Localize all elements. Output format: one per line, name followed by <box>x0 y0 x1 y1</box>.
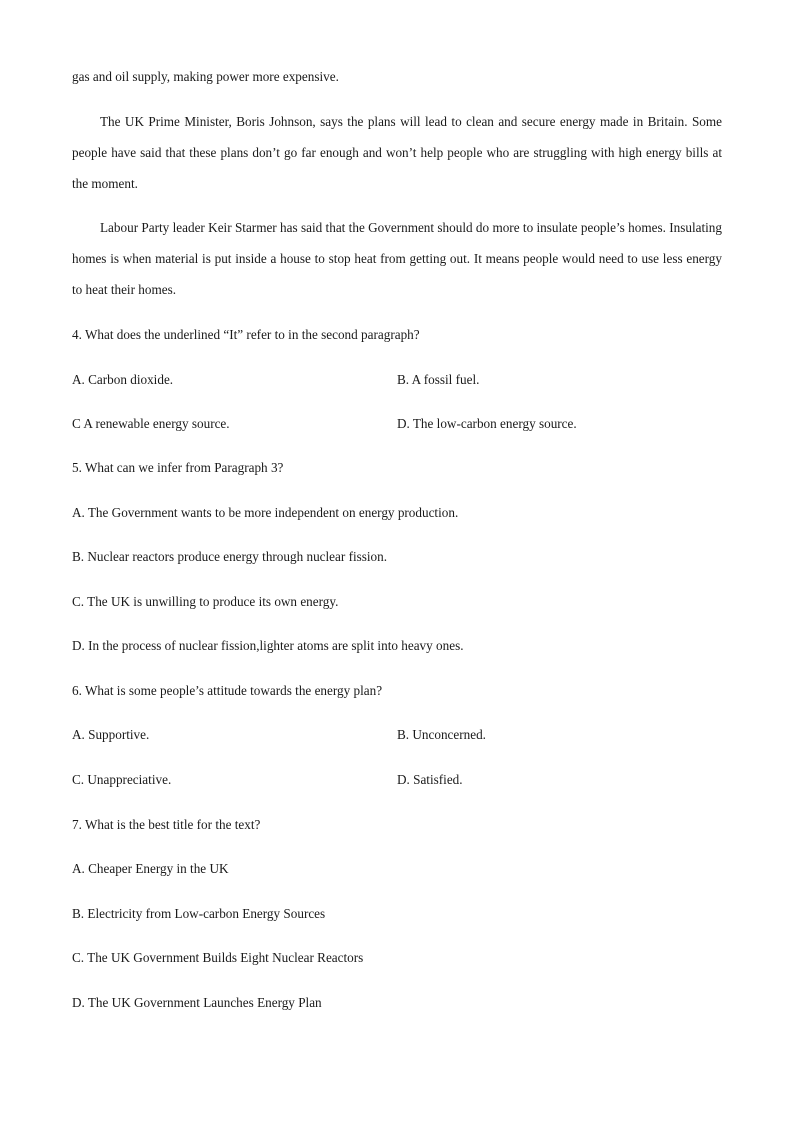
question-7-option-a: A. Cheaper Energy in the UK <box>72 861 229 876</box>
question-6-stem: 6. What is some people’s attitude towards the energy plan? <box>72 683 383 698</box>
passage-paragraph-2: The UK Prime Minister, Boris Johnson, says the plans will lead to clean and secure energy made in Britain. Some people have said that these plans don’t go far enough and won’t help people who are struggling with high energy bills at the moment. <box>72 114 722 191</box>
question-6-option-c: C. Unappreciative. <box>72 772 172 787</box>
question-7-stem: 7. What is the best title for the text? <box>72 817 261 832</box>
passage-paragraph-3: Labour Party leader Keir Starmer has said that the Government should do more to insulate people’s homes. Insulating homes is when material is put inside a house to stop heat from getting out. It means people would need to use less energy to heat their homes. <box>72 220 722 297</box>
passage-paragraph-1: gas and oil supply, making power more expensive. <box>72 69 339 84</box>
question-6-option-d: D. Satisfied. <box>397 772 463 787</box>
question-6-option-b: B. Unconcerned. <box>397 727 486 742</box>
question-7-option-c: C. The UK Government Builds Eight Nuclear Reactors <box>72 950 364 965</box>
question-4-option-b: B. A fossil fuel. <box>397 372 480 387</box>
question-7-option-b: B. Electricity from Low-carbon Energy Sources <box>72 906 326 921</box>
question-5-option-b: B. Nuclear reactors produce energy through nuclear fission. <box>72 549 388 564</box>
question-4-option-a: A. Carbon dioxide. <box>72 372 174 387</box>
question-7-option-d: D. The UK Government Launches Energy Plan <box>72 995 322 1010</box>
question-4-option-d: D. The low-carbon energy source. <box>397 416 577 431</box>
question-4-option-c: C A renewable energy source. <box>72 416 230 431</box>
question-4-stem: 4. What does the underlined “It” refer to in the second paragraph? <box>72 327 420 342</box>
question-5-option-d: D. In the process of nuclear fission,lighter atoms are split into heavy ones. <box>72 638 464 653</box>
question-5-option-a: A. The Government wants to be more independent on energy production. <box>72 505 459 520</box>
question-6-option-a: A. Supportive. <box>72 727 150 742</box>
question-5-option-c: C. The UK is unwilling to produce its own energy. <box>72 594 339 609</box>
question-5-stem: 5. What can we infer from Paragraph 3? <box>72 460 284 475</box>
document-page <box>72 0 722 1123</box>
